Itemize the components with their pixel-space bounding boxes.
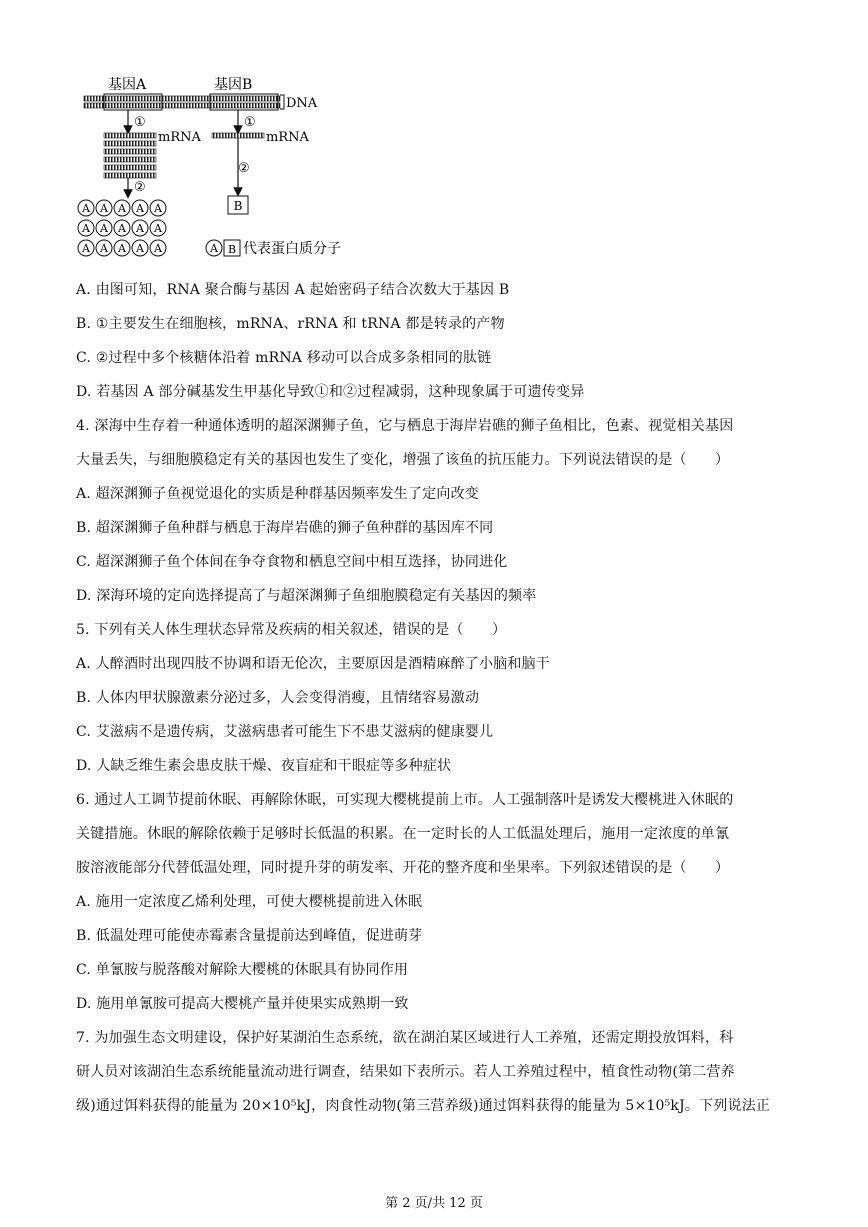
svg-text:B: B bbox=[227, 243, 237, 256]
option-a-q5: A. 人醉酒时出现四肢不协调和语无伦次，主要原因是酒精麻醉了小脑和脑干 bbox=[76, 656, 551, 672]
step1-b-label: ① bbox=[244, 115, 256, 130]
svg-text:A: A bbox=[210, 242, 218, 255]
question-6-stem-line-1: 6. 通过人工调节提前休眠、再解除休眠，可实现大樱桃提前上市。人工强制落叶是诱发大樱桃进入休眠的 bbox=[76, 792, 734, 808]
option-b-q5: B. 人体内甲状腺激素分泌过多，人会变得消瘦，且情绪容易激动 bbox=[76, 690, 480, 706]
option-a-q6: A. 施用一定浓度乙烯利处理，可使大樱桃提前进入休眠 bbox=[76, 894, 423, 910]
svg-text:A: A bbox=[154, 202, 162, 215]
option-c-q6: C. 单氰胺与脱落酸对解除大樱桃的休眠具有协同作用 bbox=[76, 962, 409, 978]
option-b-q3: B. ①主要发生在细胞核，mRNA、rRNA 和 tRNA 都是转录的产物 bbox=[76, 316, 505, 332]
mrna-b bbox=[212, 133, 264, 138]
svg-text:A: A bbox=[136, 202, 144, 215]
question-7-stem-line-1: 7. 为加强生态文明建设，保护好某湖泊生态系统，欲在湖泊某区域进行人工养殖，还需定期投放饵料，科 bbox=[76, 1030, 734, 1046]
gene-expression-diagram bbox=[72, 72, 392, 272]
option-c-q4: C. 超深渊狮子鱼个体间在争夺食物和栖息空间中相互选择，协同进化 bbox=[76, 554, 508, 570]
protein-a-row-1 bbox=[78, 200, 166, 216]
protein-a-row-3 bbox=[78, 240, 166, 256]
protein-a-grid bbox=[78, 200, 166, 256]
svg-text:A: A bbox=[82, 202, 90, 215]
question-7-stem-line-2: 研人员对该湖泊生态系统能量流动进行调查，结果如下表所示。若人工养殖过程中，植食性动物(第二营养 bbox=[76, 1064, 735, 1080]
question-4-stem-line-2: 大量丢失，与细胞膜稳定有关的基因也发生了变化，增强了该鱼的抗压能力。下列说法错误的是（ ） bbox=[76, 452, 730, 468]
svg-text:A: A bbox=[100, 222, 108, 235]
svg-text:A: A bbox=[82, 242, 90, 255]
dna-label: DNA bbox=[286, 96, 318, 111]
svg-text:A: A bbox=[136, 242, 144, 255]
svg-text:A: A bbox=[100, 202, 108, 215]
option-d-q4: D. 深海环境的定向选择提高了与超深渊狮子鱼细胞膜稳定有关基因的频率 bbox=[76, 588, 537, 604]
step2-a-label: ② bbox=[134, 180, 146, 195]
svg-text:A: A bbox=[118, 222, 126, 235]
svg-text:代表蛋白质分子: 代表蛋白质分子 bbox=[243, 241, 341, 257]
option-b-q4: B. 超深渊狮子鱼种群与栖息于海岸岩礁的狮子鱼种群的基因库不同 bbox=[76, 520, 494, 536]
svg-text:A: A bbox=[100, 242, 108, 255]
page-number-footer: 第 2 页/共 12 页 bbox=[385, 1196, 483, 1211]
svg-text:A: A bbox=[154, 242, 162, 255]
question-4-stem-line-1: 4. 深海中生存着一种通体透明的超深渊狮子鱼，它与栖息于海岸岩礁的狮子鱼相比，色素、视觉相关基因 bbox=[76, 418, 734, 434]
svg-text:A: A bbox=[136, 222, 144, 235]
dna-bracket bbox=[280, 95, 284, 109]
question-6-stem-line-2: 关键措施。休眠的解除依赖于足够时长低温的积累。在一定时长的人工低温处理后，施用一定浓度的单氰 bbox=[76, 826, 730, 842]
dna-strand bbox=[84, 94, 280, 110]
option-a-q3: A. 由图可知，RNA 聚合酶与基因 A 起始密码子结合次数大于基因 B bbox=[76, 282, 510, 298]
option-d-q5: D. 人缺乏维生素会患皮肤干燥、夜盲症和干眼症等多种症状 bbox=[76, 758, 452, 774]
protein-b-label: B bbox=[233, 199, 243, 213]
diagram-legend bbox=[206, 240, 341, 257]
step1-a-label: ① bbox=[134, 115, 146, 130]
option-d-q6: D. 施用单氰胺可提高大樱桃产量并使果实成熟期一致 bbox=[76, 996, 409, 1012]
mrna-b-label: mRNA bbox=[266, 130, 309, 145]
protein-a-row-2 bbox=[78, 220, 166, 236]
question-5-stem: 5. 下列有关人体生理状态异常及疾病的相关叙述，错误的是（ ） bbox=[76, 622, 507, 638]
svg-text:A: A bbox=[118, 242, 126, 255]
mrna-stack-a bbox=[104, 133, 156, 178]
mrna-a-label: mRNA bbox=[158, 130, 201, 145]
question-6-stem-line-3: 胺溶液能部分代替低温处理，同时提升芽的萌发率、开花的整齐度和坐果率。下列叙述错误的是（ ） bbox=[76, 860, 730, 876]
option-a-q4: A. 超深渊狮子鱼视觉退化的实质是种群基因频率发生了定向改变 bbox=[76, 486, 480, 502]
gene-b-label: 基因B bbox=[214, 77, 253, 93]
option-c-q5: C. 艾滋病不是遗传病，艾滋病患者可能生下不患艾滋病的健康婴儿 bbox=[76, 724, 494, 740]
step2-b-label: ② bbox=[238, 161, 250, 176]
option-d-q3: D. 若基因 A 部分碱基发生甲基化导致①和②过程减弱，这种现象属于可遗传变异 bbox=[76, 384, 585, 400]
option-b-q6: B. 低温处理可能使赤霉素含量提前达到峰值，促进萌芽 bbox=[76, 928, 423, 944]
question-7-stem-line-3: 级)通过饵料获得的能量为 20×10⁵kJ，肉食性动物(第三营养级)通过饵料获得的能量为 5×10⁵kJ。下列说法正 bbox=[76, 1098, 771, 1114]
svg-text:A: A bbox=[154, 222, 162, 235]
option-c-q3: C. ②过程中多个核糖体沿着 mRNA 移动可以合成多条相同的肽链 bbox=[76, 350, 492, 366]
gene-a-label: 基因A bbox=[108, 77, 147, 93]
svg-text:A: A bbox=[82, 222, 90, 235]
svg-text:A: A bbox=[118, 202, 126, 215]
